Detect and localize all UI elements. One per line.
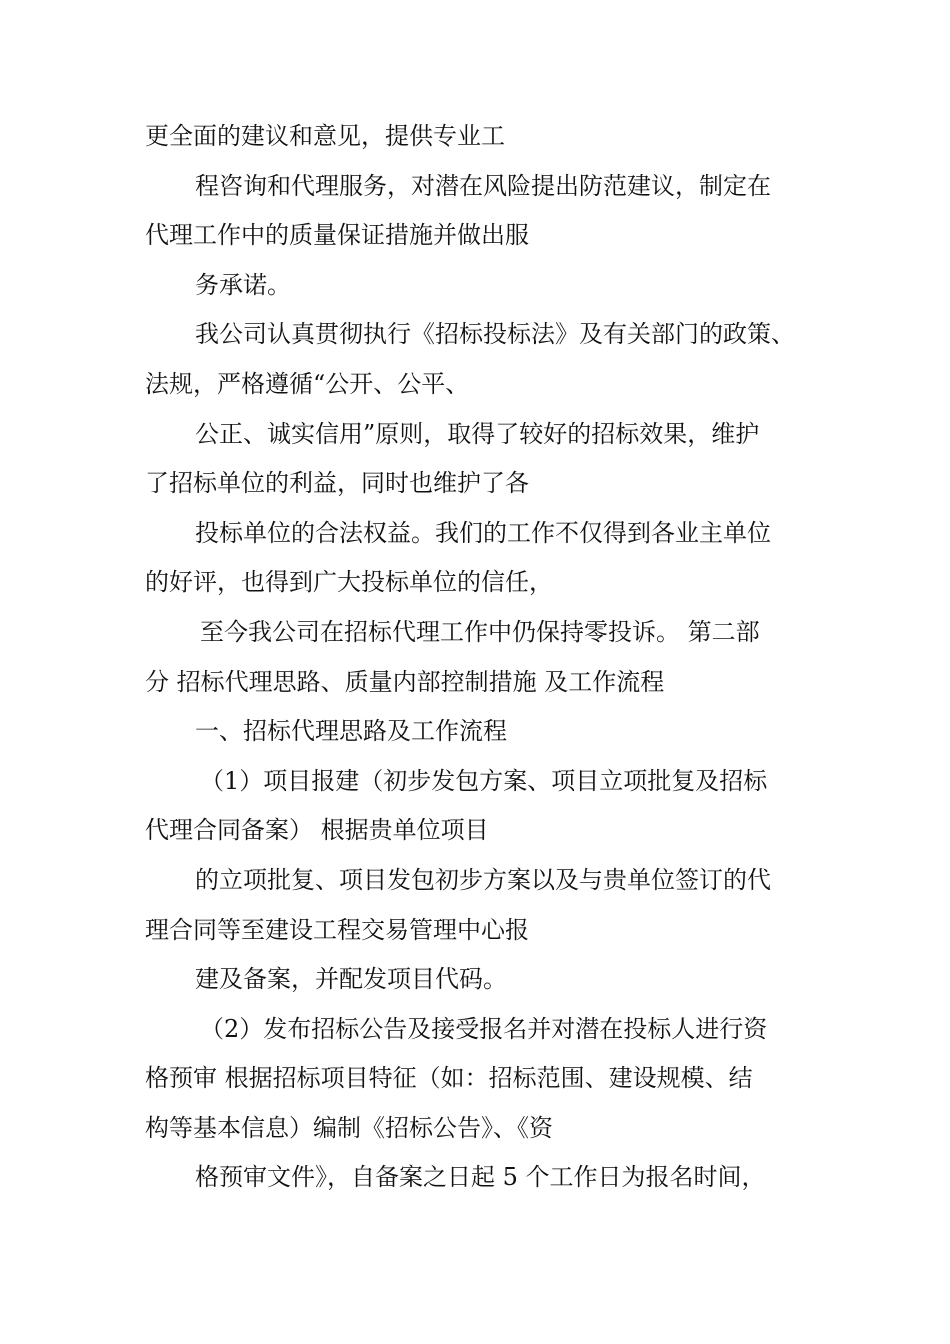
document-body: [145, 112, 810, 1203]
text-line: 构等基本信息）编制《招标公告》、《资: [145, 1113, 553, 1142]
section-heading-line: 分 招标代理思路、质量内部控制措施 及工作流程: [145, 667, 665, 696]
step-heading-1: （1）项目报建（初步发包方案、项目立项批复及招标: [200, 766, 768, 795]
subsection-heading: 一、招标代理思路及工作流程: [195, 717, 507, 746]
text-line: 格预审文件》，自备案之日起 5 个工作日为报名时间，: [195, 1163, 766, 1192]
text-line: 我公司认真贯彻执行《招标投标法》及有关部门的政策、: [195, 320, 795, 349]
step-heading-2: （2）发布招标公告及接受报名并对潜在投标人进行资: [200, 1014, 768, 1043]
text-line: 法规，严格遵循“公开、公平、: [145, 369, 470, 398]
text-line: 程咨询和代理服务，对潜在风险提出防范建议，制定在: [195, 171, 771, 200]
text-line: 至今我公司在招标代理工作中仍保持零投诉。 第二部: [200, 617, 760, 646]
text-line: 的好评，也得到广大投标单位的信任，: [145, 568, 553, 597]
text-line: 代理工作中的质量保证措施并做出服: [145, 221, 529, 250]
text-line: 格预审 根据招标项目特征（如：招标范围、建设规模、结: [145, 1064, 753, 1093]
text-line: 的立项批复、项目发包初步方案以及与贵单位签订的代: [195, 865, 771, 894]
text-line: 代理合同备案） 根据贵单位项目: [145, 816, 489, 845]
text-line: 建及备案，并配发项目代码。: [195, 965, 507, 994]
text-line: 理合同等至建设工程交易管理中心报: [145, 915, 529, 944]
text-line: 投标单位的合法权益。我们的工作不仅得到各业主单位: [195, 518, 771, 547]
text-line: 务承诺。: [195, 270, 291, 299]
text-line: 了招标单位的利益，同时也维护了各: [145, 469, 529, 498]
text-line: 更全面的建议和意见，提供专业工: [145, 122, 505, 150]
text-line: 公正、诚实信用”原则，取得了较好的招标效果，维护: [195, 419, 760, 448]
